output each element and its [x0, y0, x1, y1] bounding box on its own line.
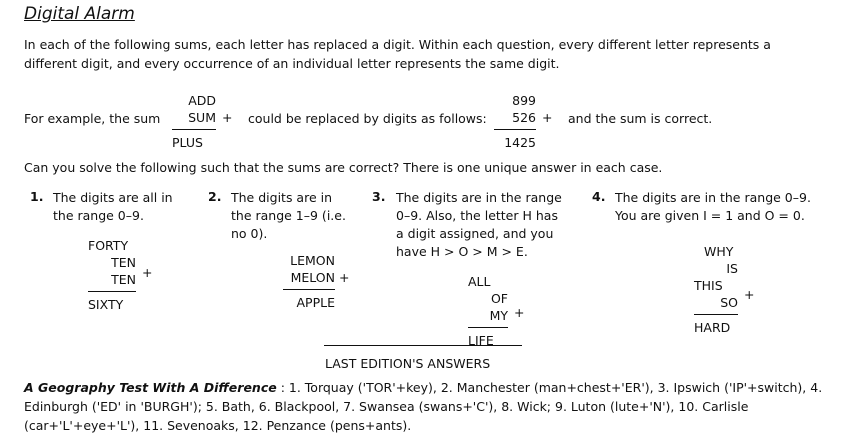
example-digit-sum [494, 92, 553, 151]
example-word-sum [172, 92, 233, 151]
question-text: The digits are in the range 1–9 (i.e. no 0). [231, 190, 346, 241]
example-middle: could be replaced by digits as follows: [248, 111, 487, 126]
answers-separator: : [276, 380, 289, 395]
sum-rule [694, 314, 738, 315]
answers-divider [324, 345, 522, 346]
sum-rule [88, 291, 136, 292]
question-2-sum [283, 252, 350, 311]
addend: TEN [111, 255, 136, 270]
plus-sign: + [222, 110, 233, 125]
question-4-sum [694, 243, 755, 336]
answers-heading: LAST EDITION'S ANSWERS [325, 356, 491, 371]
addend: THIS [694, 278, 723, 293]
sum-total: SIXTY [88, 297, 124, 312]
sum-rule [172, 129, 216, 130]
plus-sign: + [744, 287, 755, 302]
addend: WHY [704, 244, 734, 259]
question-number: 2. [208, 189, 222, 204]
addend: SO [720, 295, 738, 310]
question-number: 1. [30, 189, 44, 204]
addend: MELON [290, 270, 335, 285]
answers-section-title: A Geography Test With A Difference [24, 380, 277, 395]
question-3-sum [468, 273, 525, 349]
addend: TEN [111, 272, 136, 287]
question-1-sum [88, 237, 153, 313]
intro-paragraph: In each of the following sums, each letter has replaced a digit. Within each question, every different letter represents a different digit, and every occurrence of an individual letter represents the same digit. [24, 37, 771, 71]
plus-sign: + [142, 265, 153, 280]
question-number: 4. [592, 189, 606, 204]
question-number: 3. [372, 189, 386, 204]
sum-rule [468, 327, 508, 328]
sum-rule [283, 289, 335, 290]
plus-sign: + [339, 270, 350, 285]
addend: ALL [468, 274, 491, 289]
answers-paragraph [24, 378, 824, 435]
example-digits: 526 [512, 110, 536, 125]
example-digit-total: 1425 [504, 135, 536, 150]
sum-rule [494, 129, 536, 130]
addend: MY [489, 308, 508, 323]
example-lead: For example, the sum [24, 111, 161, 126]
question-text: The digits are in the range 0–9. Also, the letter H has a digit assigned, and you have H > O > M > E. [396, 190, 562, 259]
example-addend: SUM [188, 110, 216, 125]
prompt-text: Can you solve the following such that the sums are correct? There is one unique answer in each case. [24, 160, 663, 175]
sum-total: HARD [694, 320, 731, 335]
addend: OF [490, 291, 508, 306]
page-title: Digital Alarm [24, 4, 135, 24]
question-text: The digits are in the range 0–9. You are given I = 1 and O = 0. [615, 190, 811, 223]
example-addend: ADD [188, 93, 216, 108]
addend: FORTY [88, 238, 129, 253]
question-text: The digits are all in the range 0–9. [53, 190, 173, 223]
example-total: PLUS [172, 135, 203, 150]
plus-sign: + [514, 305, 525, 320]
addend: IS [726, 261, 738, 276]
plus-sign: + [542, 110, 553, 125]
example-tail: and the sum is correct. [568, 111, 713, 126]
sum-total: LIFE [468, 333, 494, 348]
answers-body: 1. Torquay ('TOR'+key), 2. Manchester (man+chest+'ER'), 3. Ipswich ('IP'+switch), 4. Edinburgh ('ED' in 'BURGH'); 5. Bath, 6. Blackpool, 7. Swansea (swans+'C'), 8. Wick; 9. Luton (lute+'N'), 10. Carlisle (car+'L'+eye+'L'), 11. Sevenoaks, 12. Penzance (pens+ants). [24, 380, 823, 433]
addend: LEMON [290, 253, 335, 268]
sum-total: APPLE [296, 295, 335, 310]
example-digits: 899 [512, 93, 536, 108]
